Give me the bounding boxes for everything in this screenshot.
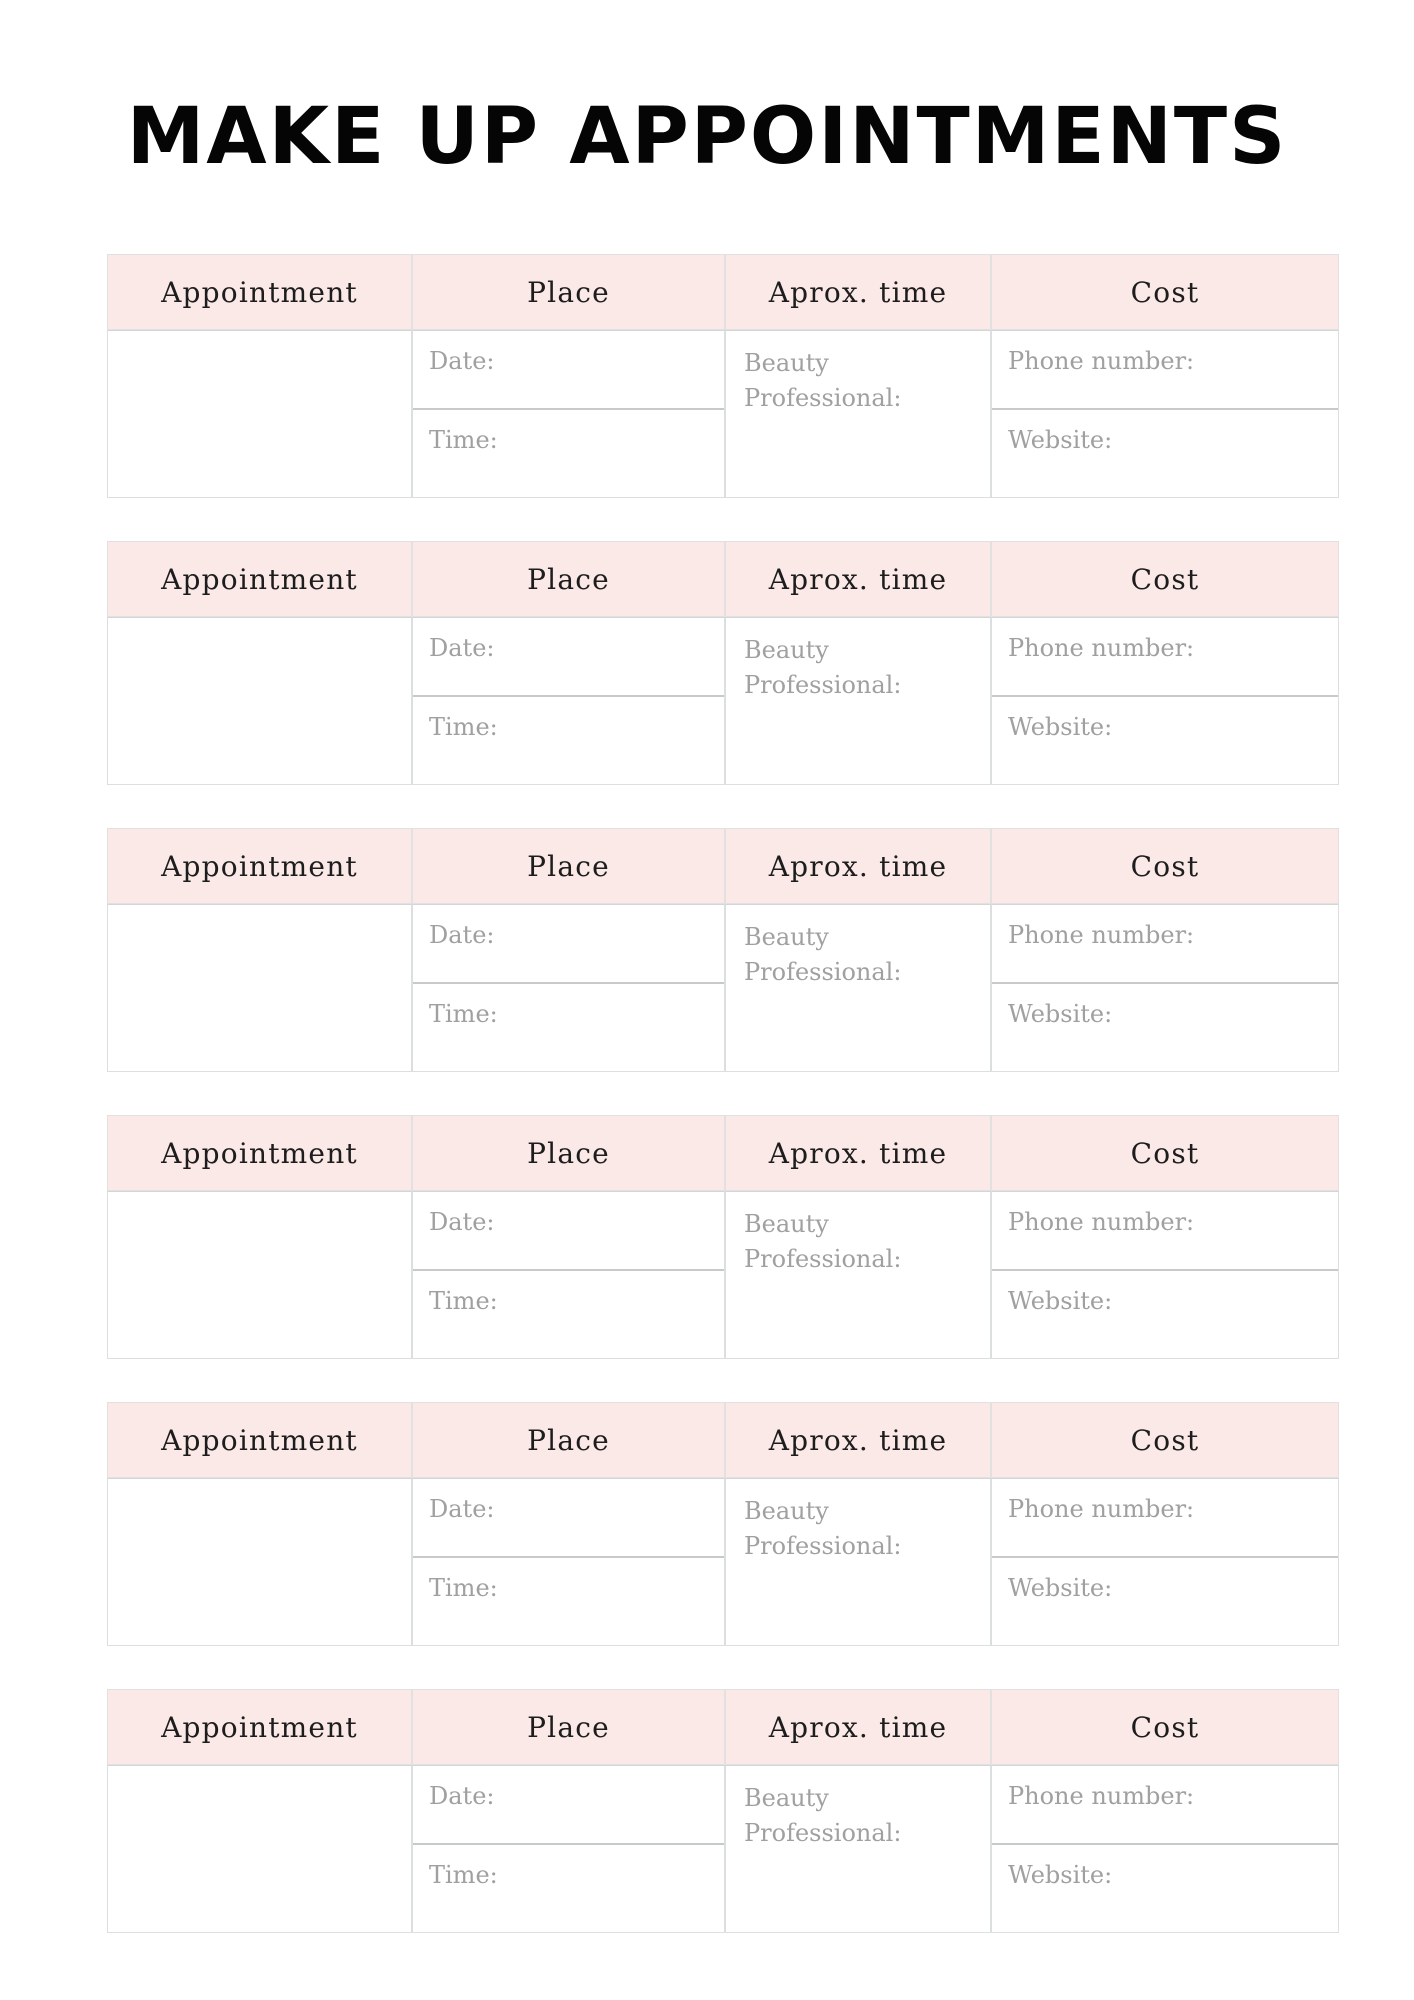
appointment-cell [107, 1191, 412, 1359]
cost-cell [991, 330, 1339, 498]
date-field [413, 618, 724, 697]
date-field [413, 905, 724, 984]
appointment-table [107, 1115, 1339, 1359]
place-cell [412, 1478, 725, 1646]
column-header-appointment: Appointment [107, 254, 412, 330]
date-field [413, 1479, 724, 1558]
aprox-time-cell [725, 904, 991, 1072]
column-header-place: Place [412, 828, 725, 904]
phone-number-field [992, 331, 1338, 410]
website-label: Website: [1008, 713, 1113, 741]
website-field [992, 1558, 1338, 1645]
time-field [413, 410, 724, 497]
column-header-appointment: Appointment [107, 828, 412, 904]
date-label: Date: [429, 1208, 495, 1236]
appointment-cell [107, 1478, 412, 1646]
place-cell [412, 330, 725, 498]
column-header-cost: Cost [991, 1402, 1339, 1478]
beauty-professional-label: Beauty Professional: [744, 1210, 902, 1273]
aprox-time-cell [725, 617, 991, 785]
cost-cell [991, 617, 1339, 785]
website-label: Website: [1008, 1574, 1113, 1602]
column-header-cost: Cost [991, 828, 1339, 904]
aprox-time-cell [725, 1765, 991, 1933]
column-header-appointment: Appointment [107, 1115, 412, 1191]
cost-cell [991, 904, 1339, 1072]
time-field [413, 1558, 724, 1645]
appointment-blocks [107, 254, 1339, 1933]
appointment-table [107, 254, 1339, 498]
phone-number-label: Phone number: [1008, 1495, 1195, 1523]
place-cell [412, 1765, 725, 1933]
beauty-professional-label: Beauty Professional: [744, 923, 902, 986]
time-label: Time: [429, 713, 498, 741]
aprox-time-cell [725, 330, 991, 498]
time-label: Time: [429, 426, 498, 454]
place-cell [412, 1191, 725, 1359]
website-field [992, 1271, 1338, 1358]
page-title: MAKE UP APPOINTMENTS [126, 92, 1288, 182]
website-field [992, 410, 1338, 497]
website-label: Website: [1008, 1287, 1113, 1315]
appointment-table [107, 1689, 1339, 1933]
website-label: Website: [1008, 1861, 1113, 1889]
date-field [413, 1192, 724, 1271]
column-header-place: Place [412, 1402, 725, 1478]
time-label: Time: [429, 1000, 498, 1028]
beauty-professional-label: Beauty Professional: [744, 636, 902, 699]
column-header-place: Place [412, 254, 725, 330]
time-label: Time: [429, 1287, 498, 1315]
website-field [992, 1845, 1338, 1932]
column-header-cost: Cost [991, 1689, 1339, 1765]
website-field [992, 984, 1338, 1071]
place-cell [412, 617, 725, 785]
date-label: Date: [429, 347, 495, 375]
column-header-aprox-time: Aprox. time [725, 828, 991, 904]
beauty-professional-label: Beauty Professional: [744, 1497, 902, 1560]
phone-number-field [992, 1766, 1338, 1845]
time-field [413, 1845, 724, 1932]
column-header-place: Place [412, 1115, 725, 1191]
appointment-table [107, 828, 1339, 1072]
column-header-appointment: Appointment [107, 541, 412, 617]
column-header-aprox-time: Aprox. time [725, 1115, 991, 1191]
beauty-professional-label: Beauty Professional: [744, 349, 902, 412]
date-label: Date: [429, 921, 495, 949]
time-label: Time: [429, 1861, 498, 1889]
time-field [413, 1271, 724, 1358]
appointment-cell [107, 330, 412, 498]
column-header-aprox-time: Aprox. time [725, 541, 991, 617]
appointment-table [107, 1402, 1339, 1646]
appointment-table [107, 541, 1339, 785]
phone-number-field [992, 1479, 1338, 1558]
date-label: Date: [429, 1495, 495, 1523]
beauty-professional-label: Beauty Professional: [744, 1784, 902, 1847]
website-label: Website: [1008, 426, 1113, 454]
phone-number-label: Phone number: [1008, 347, 1195, 375]
aprox-time-cell [725, 1191, 991, 1359]
column-header-place: Place [412, 1689, 725, 1765]
time-field [413, 697, 724, 784]
phone-number-label: Phone number: [1008, 634, 1195, 662]
aprox-time-cell [725, 1478, 991, 1646]
time-label: Time: [429, 1574, 498, 1602]
cost-cell [991, 1478, 1339, 1646]
phone-number-field [992, 905, 1338, 984]
phone-number-field [992, 618, 1338, 697]
column-header-place: Place [412, 541, 725, 617]
column-header-cost: Cost [991, 1115, 1339, 1191]
phone-number-field [992, 1192, 1338, 1271]
column-header-cost: Cost [991, 541, 1339, 617]
cost-cell [991, 1191, 1339, 1359]
column-header-aprox-time: Aprox. time [725, 254, 991, 330]
website-label: Website: [1008, 1000, 1113, 1028]
date-field [413, 331, 724, 410]
website-field [992, 697, 1338, 784]
date-field [413, 1766, 724, 1845]
column-header-cost: Cost [991, 254, 1339, 330]
date-label: Date: [429, 634, 495, 662]
phone-number-label: Phone number: [1008, 921, 1195, 949]
column-header-appointment: Appointment [107, 1689, 412, 1765]
column-header-aprox-time: Aprox. time [725, 1689, 991, 1765]
place-cell [412, 904, 725, 1072]
column-header-aprox-time: Aprox. time [725, 1402, 991, 1478]
phone-number-label: Phone number: [1008, 1782, 1195, 1810]
appointment-cell [107, 617, 412, 785]
appointment-cell [107, 1765, 412, 1933]
column-header-appointment: Appointment [107, 1402, 412, 1478]
time-field [413, 984, 724, 1071]
phone-number-label: Phone number: [1008, 1208, 1195, 1236]
cost-cell [991, 1765, 1339, 1933]
appointment-cell [107, 904, 412, 1072]
date-label: Date: [429, 1782, 495, 1810]
